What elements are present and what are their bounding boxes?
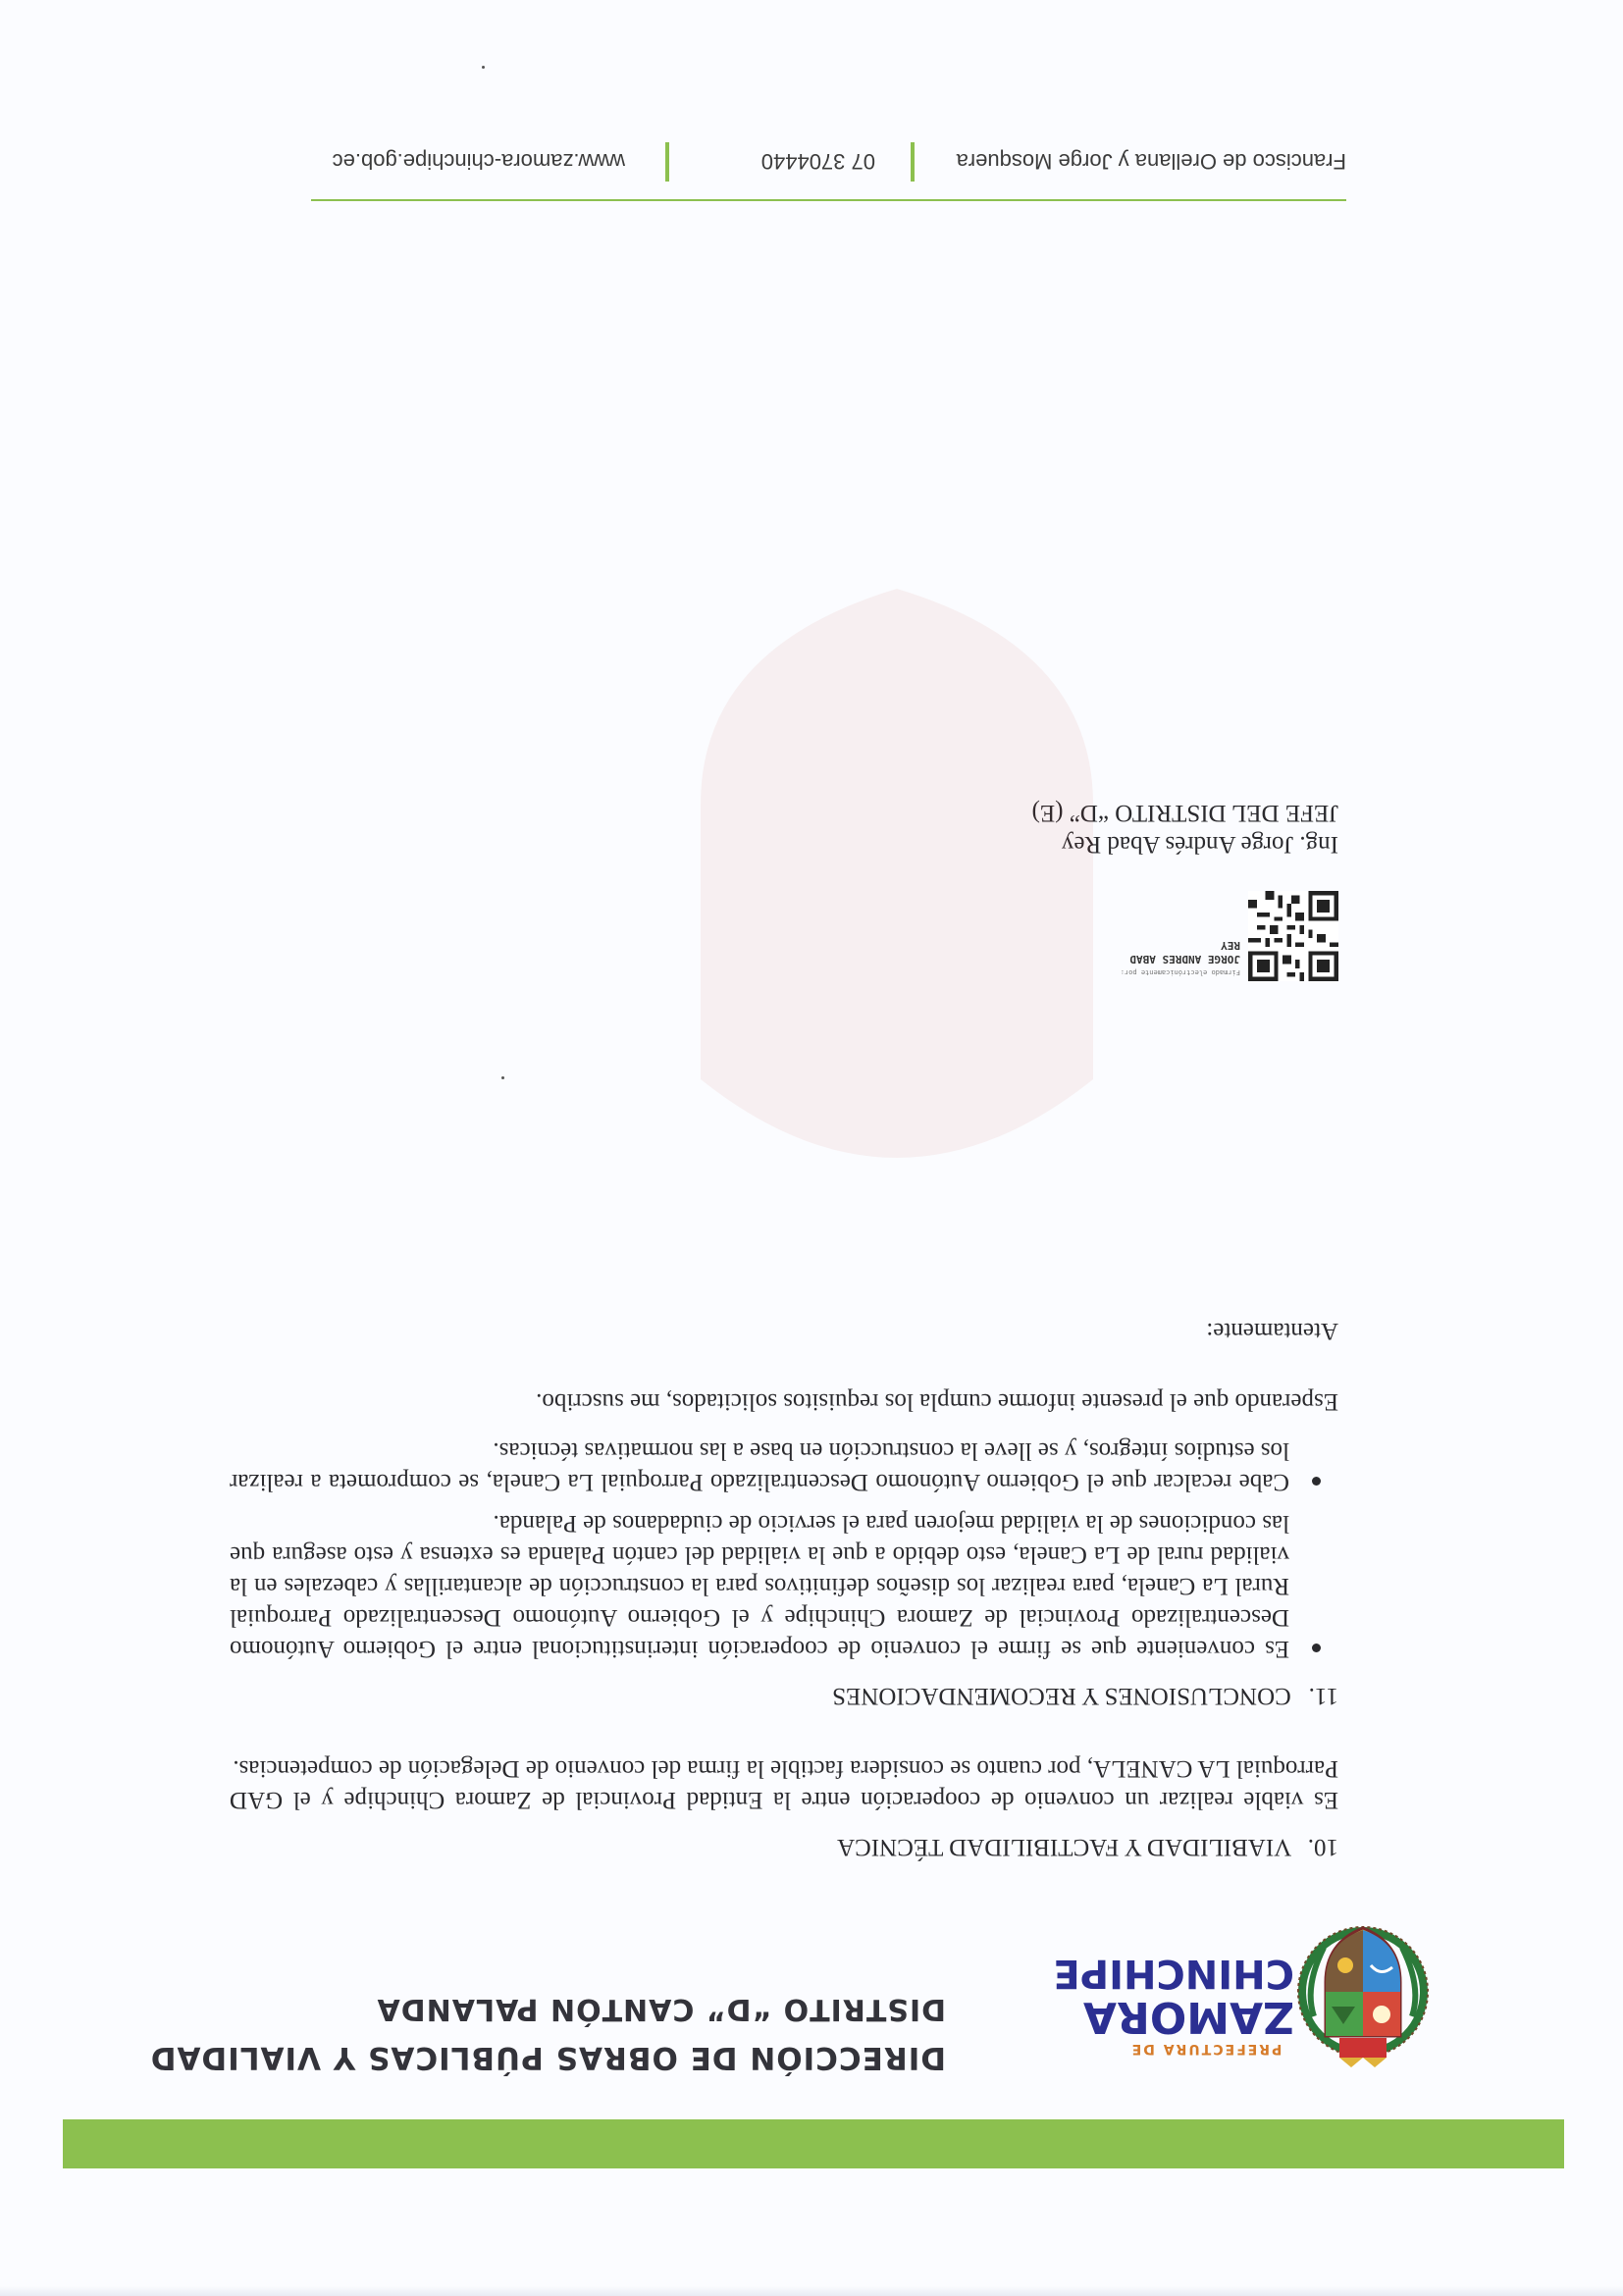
prefectura-logo xyxy=(1053,1879,1432,2075)
document-footer xyxy=(311,132,1346,182)
footer-separator xyxy=(911,142,915,182)
logo-line1: ZAMORA xyxy=(1082,1992,1294,2042)
header-line1: DIRECCIÓN DE OBRAS PÚBLICAS Y VIALIDAD xyxy=(149,2040,946,2075)
greeting: Atentamente: xyxy=(1206,1318,1338,1344)
footer-divider xyxy=(311,199,1346,201)
signer-role: JEFE DEL DISTRITO “D” (E) xyxy=(1031,800,1338,826)
footer-website: www.zamora-chinchipe.gob.ec xyxy=(332,149,625,174)
signature-note: Firmado electrónicamente por: xyxy=(1120,968,1240,976)
header-green-bar xyxy=(63,2119,1564,2168)
document-body xyxy=(230,1315,1338,1904)
section-10-text: Es viable realizar un convenio de cooperación entre la Entidad Provincial de Zamora Chinchipe y el GAD Parroquial LA CANELA, por cuanto se considera factible la firma del convenio de Delegación de competencias. xyxy=(230,1755,1338,1813)
scan-speck xyxy=(482,66,485,69)
logo-wordmark xyxy=(1053,1951,1294,2057)
scan-edge xyxy=(0,2286,1623,2296)
footer-separator xyxy=(665,142,669,182)
list-item: Es conveniente que se firme el convenio de cooperación interinstitucional entre el Gobierno Autónomo Descentralizado Provincial de Zamora Chinchipe y el Gobierno Autónomo Descentralizado Parroquial Rural La Canela, para realizar los diseños definitivos para la construcción de alcantarillas y cabezales en la vialidad rural de La Canela, esto debido a que la vialidad del cantón Palanda es extensa y esto asegura que las condiciones de la vialidad mejoren para el servicio de ciudadanos de Palanda. xyxy=(230,1507,1289,1664)
section-11-number: 11. xyxy=(1308,1683,1338,1709)
footer-phone: 07 3704440 xyxy=(760,149,875,174)
signature-name: JORGE ANDRES ABAD xyxy=(1129,953,1240,965)
scan-speck xyxy=(501,1076,504,1079)
header-line2: DISTRITO “D” CANTÓN PALANDA xyxy=(376,1992,946,2026)
signer-name: Ing. Jorge Andrés Abad Rey xyxy=(1061,831,1338,858)
list-item: Cabe recalcar que el Gobierno Autónomo Descentralizado Parroquial La Canela, se comprometa a realizar los estudios íntegros, y se lleve la construcción en base a las normativas técnicas. xyxy=(230,1435,1289,1497)
logo-prefix: PREFECTURA DE xyxy=(1129,2041,1283,2057)
logo-line2: CHINCHIPE xyxy=(1053,1951,1294,1996)
coat-of-arms-icon xyxy=(1294,1908,1432,2075)
qr-code-icon xyxy=(1248,891,1338,981)
closing-sentence: Esperando que el presente informe cumpla los requisitos solicitados, me suscribo. xyxy=(536,1388,1338,1415)
section-10-heading xyxy=(230,1831,1338,1862)
signature-name-2: REY xyxy=(1221,939,1240,952)
section-11-heading xyxy=(230,1680,1338,1711)
section-10-title: VIABILIDAD Y FACTIBILIDAD TÉCNICA xyxy=(837,1834,1292,1860)
footer-address: Francisco de Orellana y Jorge Mosquera xyxy=(956,149,1346,174)
conclusions-list xyxy=(230,1435,1338,1664)
section-11-title: CONCLUSIONES Y RECOMENDACIONES xyxy=(832,1683,1291,1709)
document-header xyxy=(149,1992,946,2075)
section-10-number: 10. xyxy=(1307,1834,1338,1860)
watermark-emblem-icon xyxy=(642,569,1152,1197)
